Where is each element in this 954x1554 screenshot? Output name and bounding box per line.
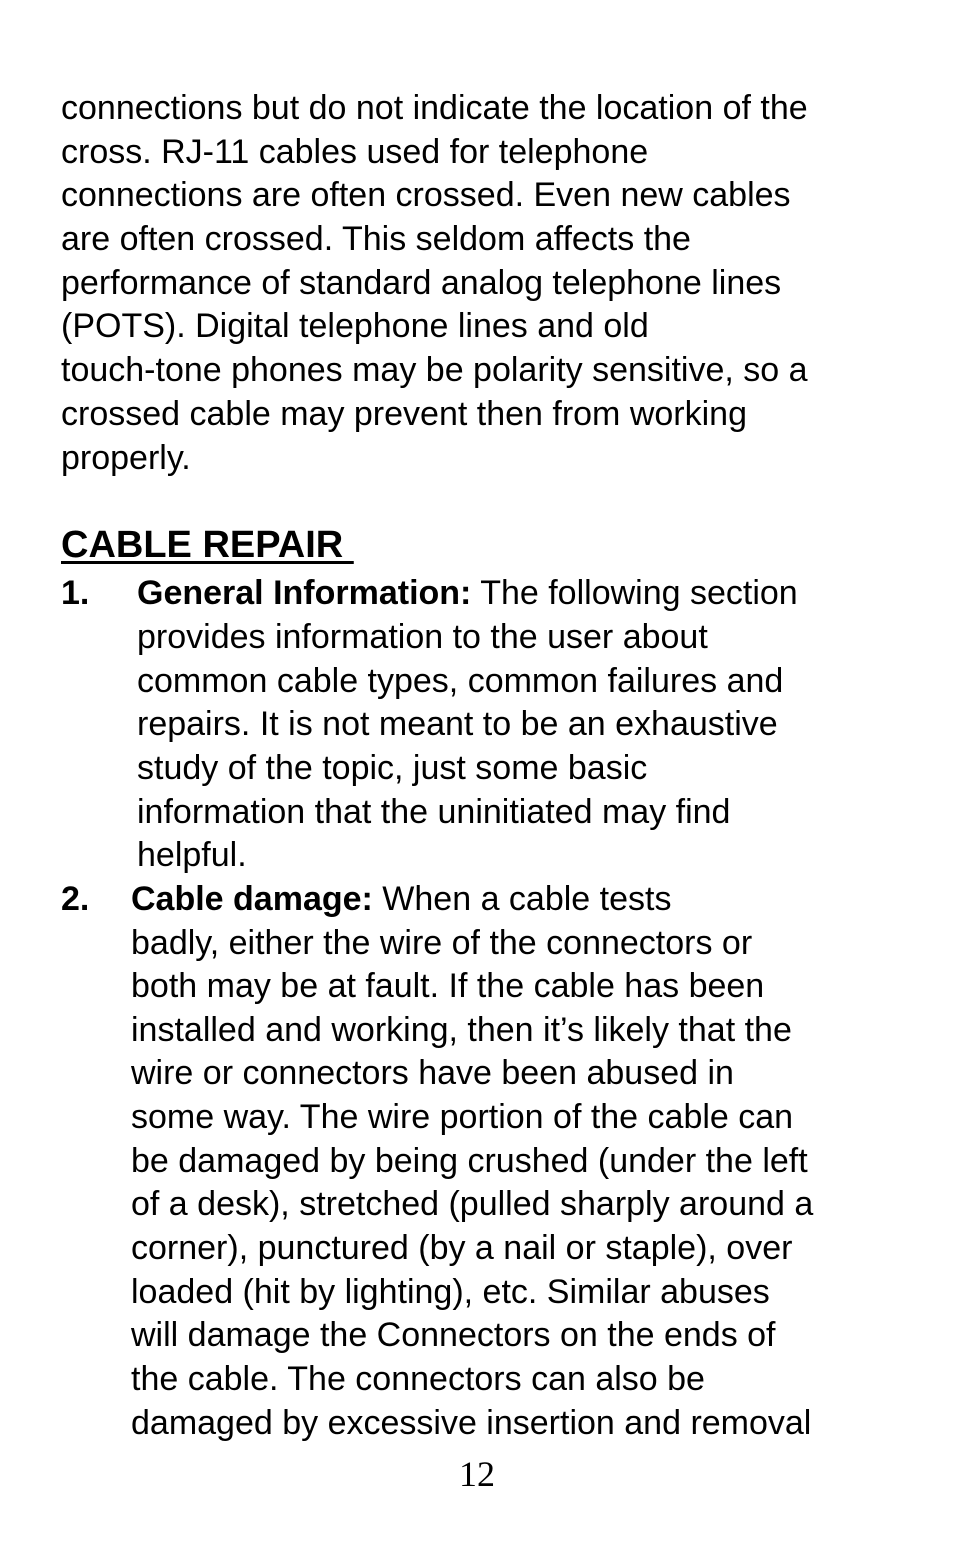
item-line: badly, either the wire of the connectors or <box>131 924 753 962</box>
intro-line: properly. <box>61 439 191 477</box>
intro-line: (POTS). Digital telephone lines and old <box>61 307 649 345</box>
intro-line: crossed cable may prevent then from working <box>61 395 747 433</box>
item-line: installed and working, then it’s likely that the <box>131 1011 792 1049</box>
item-line: be damaged by being crushed (under the left <box>131 1142 808 1180</box>
item-line: information that the uninitiated may find <box>137 793 731 831</box>
item-line: common cable types, common failures and <box>137 662 784 700</box>
item-term: General Information: <box>137 574 472 612</box>
section-heading: CABLE REPAIR <box>61 524 354 566</box>
item-first-line-text: When a cable tests <box>372 880 672 918</box>
item-line: repairs. It is not meant to be an exhaustive <box>137 705 778 743</box>
intro-line: are often crossed. This seldom affects the <box>61 220 691 258</box>
page-number: 12 <box>459 1454 495 1494</box>
item-first-line <box>137 571 798 615</box>
item-line: some way. The wire portion of the cable can <box>131 1098 794 1136</box>
item-line: corner), punctured (by a nail or staple), over <box>131 1229 793 1267</box>
intro-line: connections are often crossed. Even new cables <box>61 176 791 214</box>
item-line: loaded (hit by lighting), etc. Similar abuses <box>131 1273 770 1311</box>
item-first-line <box>131 877 671 921</box>
item-number: 2. <box>61 880 90 918</box>
item-first-line-text: The following section <box>471 574 798 612</box>
item-line: helpful. <box>137 836 247 874</box>
intro-line: touch-tone phones may be polarity sensitive, so a <box>61 351 808 389</box>
intro-line: performance of standard analog telephone lines <box>61 264 782 302</box>
item-line: will damage the Connectors on the ends of <box>131 1316 776 1354</box>
item-line: both may be at fault. If the cable has been <box>131 967 765 1005</box>
intro-line: cross. RJ-11 cables used for telephone <box>61 133 649 171</box>
item-number: 1. <box>61 574 90 612</box>
item-line: wire or connectors have been abused in <box>131 1054 734 1092</box>
item-line: the cable. The connectors can also be <box>131 1360 705 1398</box>
item-term: Cable damage: <box>131 880 373 918</box>
item-line: study of the topic, just some basic <box>137 749 648 787</box>
item-line: of a desk), stretched (pulled sharply around a <box>131 1185 814 1223</box>
intro-line: connections but do not indicate the location of the <box>61 89 808 127</box>
item-line: damaged by excessive insertion and removal <box>131 1404 812 1442</box>
item-line: provides information to the user about <box>137 618 708 656</box>
